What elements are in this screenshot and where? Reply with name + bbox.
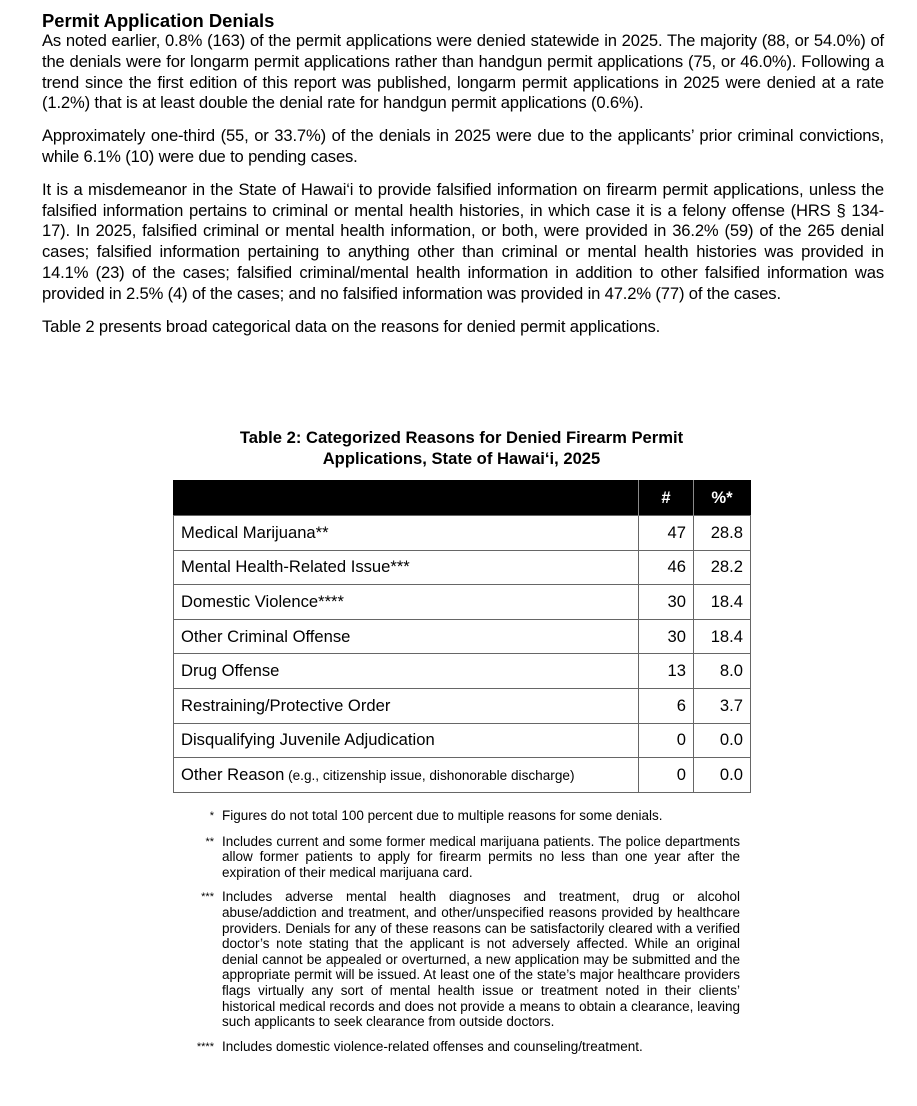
row-percent: 18.4 (694, 585, 751, 620)
table-row (174, 758, 751, 793)
section-heading: Permit Application Denials (42, 10, 275, 31)
table-row (174, 516, 751, 551)
footnote (180, 834, 740, 881)
table-row (174, 654, 751, 689)
table-footnotes (180, 808, 740, 1064)
footnote (180, 1039, 740, 1056)
row-percent: 8.0 (694, 654, 751, 689)
row-reason: Mental Health-Related Issue*** (174, 550, 639, 585)
header-count: # (639, 481, 694, 516)
paragraph-denials-overview: As noted earlier, 0.8% (163) of the permit applications were denied statewide in 2025. The majority (88, or 54.0%) of the denials were for longarm permit applications rather than handgun permit applications (75, or 46.0%). Following a trend since the first edition of this report was published, longarm permit applications in 2025 were denied at a rate (1.2%) that is at least double the denial rate for handgun permit applications (0.6%). (42, 31, 884, 113)
row-count: 0 (639, 723, 694, 758)
table-row (174, 619, 751, 654)
table-title (173, 428, 750, 469)
report-section (42, 10, 884, 337)
footnote-marker: **** (196, 1040, 214, 1053)
row-percent: 18.4 (694, 619, 751, 654)
table-row (174, 688, 751, 723)
footnote-marker: *** (201, 891, 214, 904)
row-percent: 3.7 (694, 688, 751, 723)
row-reason: Restraining/Protective Order (174, 688, 639, 723)
paragraph-criminal-convictions: Approximately one-third (55, or 33.7%) of the denials in 2025 were due to the applicants’ prior criminal convictions, while 6.1% (10) were due to pending cases. (42, 126, 884, 166)
footnote (180, 889, 740, 1029)
footnote-marker: * (209, 810, 214, 822)
table-row (174, 550, 751, 585)
header-reason (174, 481, 639, 516)
paragraph-falsified-information: It is a misdemeanor in the State of Hawai‘i to provide falsified information on firearm permit applications, unless the falsified information pertains to criminal or mental health histories, in which case it is a felony offense (HRS § 134-17). In 2025, falsified criminal or mental health information, or both, were provided in 36.2% (59) of the 265 denial cases; falsified information pertaining to anything other than criminal or mental health histories was provided in 14.1% (23) of the cases; falsified criminal/mental health information in addition to other falsified information was provided in 2.5% (4) of the cases; and no falsified information was provided in 47.2% (77) of the cases. (42, 179, 884, 303)
footnote-text: Figures do not total 100 percent due to multiple reasons for some denials. (222, 808, 663, 823)
row-count: 6 (639, 688, 694, 723)
paragraph-table-intro: Table 2 presents broad categorical data on the reasons for denied permit applications. (42, 316, 661, 336)
row-count: 0 (639, 758, 694, 793)
row-reason: Disqualifying Juvenile Adjudication (174, 723, 639, 758)
row-percent: 28.2 (694, 550, 751, 585)
row-count: 47 (639, 516, 694, 551)
row-count: 13 (639, 654, 694, 689)
header-percent: %* (694, 481, 751, 516)
denial-reasons-table (173, 480, 751, 793)
table-title-line1: Table 2: Categorized Reasons for Denied Firearm Permit (239, 428, 684, 447)
table-row (174, 723, 751, 758)
row-reason: Domestic Violence**** (174, 585, 639, 620)
row-percent: 0.0 (694, 723, 751, 758)
footnote-text: Includes current and some former medical marijuana patients. The police departments allow former patients to apply for firearm permits no less than one year after the expiration of their medical marijuana card. (222, 833, 740, 880)
row-reason: Medical Marijuana** (174, 516, 639, 551)
footnote-marker: ** (205, 835, 214, 848)
footnote (180, 808, 740, 825)
row-count: 46 (639, 550, 694, 585)
row-reason: Drug Offense (174, 654, 639, 689)
footnote-text: Includes domestic violence-related offenses and counseling/treatment. (222, 1038, 643, 1054)
row-percent: 0.0 (694, 758, 751, 793)
table-header-row (174, 481, 751, 516)
row-percent: 28.8 (694, 516, 751, 551)
footnote-text: Includes adverse mental health diagnoses and treatment, drug or alcohol abuse/addiction and treatment, and other/unspecified reasons provided by healthcare providers. Denials for any of these reasons can be satisfactorily cleared with a verified doctor’s note stating that the applicant is not adversely affected. While an original denial cannot be appealed or overturned, a new application may be submitted and the appropriate permit will be issued. At least one of the state’s major healthcare providers flags virtually any sort of mental health issue or treatment noted in their clients’ historical medical records and does not provide a means to obtain a clearance, leaving such applicants to seek clearance from outside doctors. (222, 889, 740, 1030)
row-count: 30 (639, 619, 694, 654)
row-reason: Other Reason (e.g., citizenship issue, dishonorable discharge) (174, 758, 639, 793)
table-row (174, 585, 751, 620)
table-title-line2: Applications, State of Hawai‘i, 2025 (322, 448, 601, 468)
row-reason: Other Criminal Offense (174, 619, 639, 654)
row-reason-note: (e.g., citizenship issue, dishonorable discharge) (284, 767, 575, 783)
row-count: 30 (639, 585, 694, 620)
